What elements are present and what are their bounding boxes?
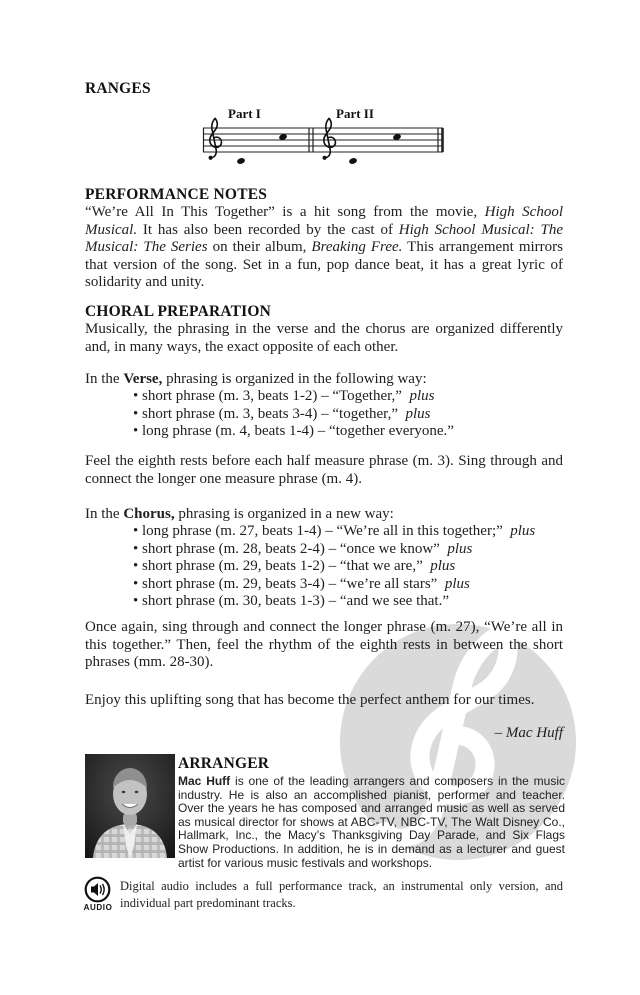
bullet-item: • short phrase (m. 29, beats 1-2) – “that we are,” plus xyxy=(133,558,456,574)
arranger-heading: ARRANGER xyxy=(178,755,270,772)
arranger-photo xyxy=(85,754,175,858)
audio-label: AUDIO xyxy=(83,903,113,912)
bullet-item: • short phrase (m. 28, beats 2-4) – “once we know” plus xyxy=(133,540,473,557)
bullet-item: • short phrase (m. 3, beats 1-2) – “Together,” plus xyxy=(133,388,435,404)
choral-preparation-heading: CHORAL PREPARATION xyxy=(85,303,272,320)
chorus-bullet-list xyxy=(133,523,563,611)
arranger-bio: Mac Huff is one of the leading arrangers and composers in the music industry. He is also an accomplished pianist, performer and teacher. Over the years he has composed and arranged music as well as served as musical director for shows at ABC-TV, NBC-TV, The Walt Disney Co., Hallmark, Inc., the Macy’s Thanksgiving Day Parade, and Six Flags Show Productions. In addition, he is in demand as a lecturer and guest artist for various music festivals and workshops. xyxy=(178,774,565,870)
treble-clef-icon xyxy=(323,118,336,160)
bullet-item: • short phrase (m. 30, beats 1-3) – “and we see that.” xyxy=(133,593,449,609)
once-again-paragraph: Once again, sing through and connect the longer phrase (m. 27), “We’re all in this together.” Then, feel the rhythm of the eighth rests in between the short phrases (mm. 28-30). xyxy=(85,619,563,670)
audio-note-text: Digital audio includes a full performance track, an instrumental only version, and individual part predominant tracks. xyxy=(120,879,563,910)
verse-lead-line: In the Verse, phrasing is organized in the following way: xyxy=(85,371,427,387)
arranger-signature: – Mac Huff xyxy=(494,725,563,741)
bullet-item: • short phrase (m. 3, beats 3-4) – “together,” plus xyxy=(133,405,431,422)
enjoy-paragraph: Enjoy this uplifting song that has become the perfect anthem for our times. xyxy=(85,692,535,708)
feel-paragraph: Feel the eighth rests before each half measure phrase (m. 3). Sing through and connect the longer one measure phrase (m. 4). xyxy=(85,453,563,487)
bullet-item: • long phrase (m. 4, beats 1-4) – “together everyone.” xyxy=(133,423,454,439)
range-noteheads xyxy=(236,133,401,165)
part-i-label: Part I xyxy=(228,106,261,121)
chorus-lead-line: In the Chorus, phrasing is organized in a new way: xyxy=(85,506,394,522)
part-ii-label: Part II xyxy=(336,106,374,121)
verse-bullet-list xyxy=(133,388,563,441)
bullet-item: • long phrase (m. 27, beats 1-4) – “We’re all in this together;” plus xyxy=(133,523,536,539)
treble-clef-icon xyxy=(209,118,222,160)
choral-preparation-intro: Musically, the phrasing in the verse and the chorus are organized differently and, in many ways, the exact opposite of each other. xyxy=(85,321,563,355)
performance-notes-heading: PERFORMANCE NOTES xyxy=(85,186,268,203)
range-staff-notation xyxy=(200,104,450,170)
performance-notes-paragraph: “We’re All In This Together” is a hit song from the movie, High School Musical. It has also been recorded by the cast of High School Musical: The Musical: The Series on their album, Breaking Free. This arrangement mirrors that version of the song. Set in a fun, pop dance beat, it has a great lyric of solidarity and unity. xyxy=(85,204,563,290)
audio-speaker-icon xyxy=(84,876,111,903)
ranges-heading: RANGES xyxy=(85,80,151,97)
bullet-item: • short phrase (m. 29, beats 3-4) – “we’re all stars” plus xyxy=(133,575,470,592)
